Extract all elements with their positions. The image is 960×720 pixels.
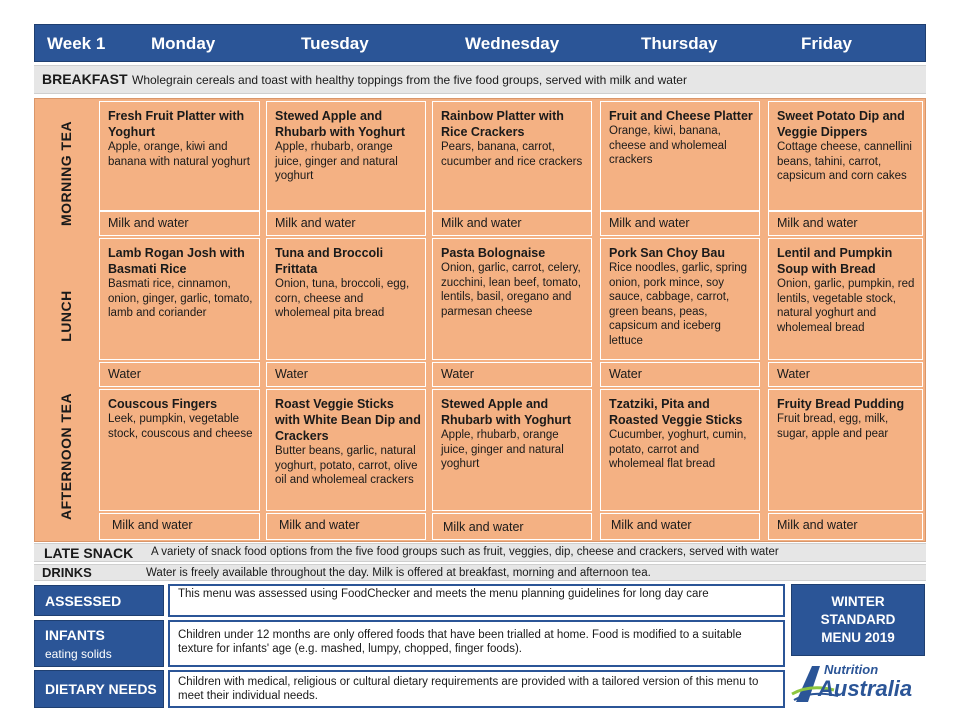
assessed-info	[168, 584, 785, 617]
drinks-label: DRINKS	[42, 565, 92, 580]
meal-ingredients: Butter beans, garlic, natural yoghurt, potato, carrot, olive oil and wholemeal crackers	[275, 445, 418, 486]
morning-tea-monday	[99, 101, 260, 211]
drink-cell	[432, 211, 592, 236]
day-tuesday: Tuesday	[301, 34, 369, 53]
morning-tea-friday	[768, 101, 923, 211]
dietary-info	[168, 670, 785, 708]
drink-text: Milk and water	[611, 518, 692, 532]
meal-ingredients: Pears, banana, carrot, cucumber and rice crackers	[441, 141, 583, 168]
drinks-text: Water is freely available throughout the day. Milk is offered at breakfast, morning and afternoon tea.	[146, 567, 651, 579]
drink-cell	[99, 211, 260, 236]
meal-ingredients: Onion, garlic, carrot, celery, zucchini, lean beef, tomato, lentils, basil, oregano and parmesan cheese	[441, 262, 581, 318]
lunch-label: LUNCH	[58, 290, 74, 342]
meal-ingredients: Fruit bread, egg, milk, sugar, apple and pear	[777, 413, 889, 440]
drink-cell	[266, 513, 426, 540]
meal-title: Roast Veggie Sticks with White Bean Dip and Crackers	[275, 397, 421, 443]
day-wednesday: Wednesday	[465, 34, 560, 53]
drink-text: Milk and water	[279, 518, 360, 532]
dietary-label: DIETARY NEEDS	[45, 681, 157, 697]
lunch-tuesday	[266, 238, 426, 360]
meal-title: Tuna and Broccoli Frittata	[275, 246, 384, 276]
meal-title: Fresh Fruit Platter with Yoghurt	[108, 109, 245, 139]
drink-cell	[600, 362, 760, 387]
drink-text: Milk and water	[777, 216, 858, 230]
assessed-label: ASSESSED	[45, 593, 122, 609]
meal-ingredients: Apple, rhubarb, orange juice, ginger and natural yoghurt	[275, 141, 398, 182]
meal-ingredients: Rice noodles, garlic, spring onion, pork mince, soy sauce, cabbage, carrot, green beans, peas, capsicum and iceberg lettuce	[609, 262, 748, 347]
meal-title: Tzatziki, Pita and Roasted Veggie Sticks	[609, 397, 743, 427]
day-monday: Monday	[151, 34, 216, 53]
logo-bottom-text: Australia	[818, 676, 913, 701]
afternoon-tea-tuesday	[266, 389, 426, 511]
drink-cell	[768, 513, 923, 540]
meal-title: Couscous Fingers	[108, 397, 218, 411]
meal-title: Stewed Apple and Rhubarb with Yoghurt	[441, 397, 572, 427]
meal-ingredients: Leek, pumpkin, vegetable stock, couscous and cheese	[108, 413, 253, 440]
drink-cell	[99, 362, 260, 387]
drink-text: Milk and water	[777, 518, 858, 532]
afternoon-tea-thursday	[600, 389, 760, 511]
dietary-text: Children with medical, religious or cultural dietary requirements are provided with a tailored version of this menu to meet their individual needs.	[178, 676, 759, 702]
infants-info	[168, 620, 785, 667]
breakfast-text: Wholegrain cereals and toast with healthy toppings from the five food groups, served with milk and water	[132, 73, 687, 87]
lunch-thursday	[600, 238, 760, 360]
drink-cell	[600, 211, 760, 236]
late-snack-text: A variety of snack food options from the five food groups such as fruit, veggies, dip, cheese and crackers, served with water	[151, 546, 779, 558]
dietary-label-box	[34, 670, 164, 708]
drink-text: Milk and water	[275, 216, 356, 230]
drink-cell	[600, 513, 760, 540]
drink-text: Milk and water	[112, 518, 193, 532]
drink-cell	[266, 362, 426, 387]
menu-badge-line2: STANDARD	[820, 612, 896, 627]
meal-title: Lentil and Pumpkin Soup with Bread	[777, 246, 893, 276]
drink-cell	[768, 362, 923, 387]
meal-title: Fruity Bread Pudding	[777, 397, 905, 411]
meal-title: Pasta Bolognaise	[441, 246, 546, 260]
morning-tea-wednesday	[432, 101, 592, 211]
day-thursday: Thursday	[641, 34, 718, 53]
infants-label-box	[34, 620, 164, 667]
drinks-bar	[34, 564, 926, 581]
morning-tea-tuesday	[266, 101, 426, 211]
lunch-monday	[99, 238, 260, 360]
logo-top-text: Nutrition	[824, 662, 879, 677]
drink-text: Milk and water	[108, 216, 189, 230]
meal-title: Pork San Choy Bau	[609, 246, 725, 260]
day-friday: Friday	[801, 34, 853, 53]
assessed-label-box	[34, 585, 164, 616]
meal-title: Rainbow Platter with Rice Crackers	[441, 109, 564, 139]
menu-badge-line1: WINTER	[831, 594, 885, 609]
drink-text: Water	[441, 367, 474, 381]
meal-ingredients: Onion, tuna, broccoli, egg, corn, cheese and wholemeal pita bread	[275, 278, 410, 319]
drink-cell	[99, 513, 260, 540]
drink-cell	[432, 362, 592, 387]
week-label: Week 1	[47, 34, 106, 53]
drink-text: Water	[777, 367, 810, 381]
afternoon-tea-label: AFTERNOON TEA	[58, 392, 74, 520]
meal-title: Fruit and Cheese Platter	[609, 109, 753, 123]
meal-title: Stewed Apple and Rhubarb with Yoghurt	[275, 109, 406, 139]
drink-text: Water	[609, 367, 642, 381]
afternoon-tea-friday	[768, 389, 923, 511]
afternoon-tea-monday	[99, 389, 260, 511]
drink-text: Water	[275, 367, 308, 381]
drink-text: Milk and water	[609, 216, 690, 230]
afternoon-tea-wednesday	[432, 389, 592, 511]
menu-badge	[791, 584, 925, 656]
late-snack-bar	[34, 543, 926, 562]
meal-ingredients: Cucumber, yoghurt, cumin, potato, carrot and wholemeal flat bread	[609, 429, 747, 470]
drink-cell	[432, 513, 592, 540]
drink-text: Milk and water	[441, 216, 522, 230]
breakfast-label: BREAKFAST	[42, 71, 128, 87]
meal-ingredients: Cottage cheese, cannellini beans, tahini, carrot, capsicum and corn cakes	[777, 141, 912, 182]
meal-ingredients: Apple, orange, kiwi and banana with natural yoghurt	[108, 141, 250, 168]
breakfast-bar	[34, 65, 926, 94]
meal-ingredients: Onion, garlic, pumpkin, red lentils, vegetable stock, natural yoghurt and wholemeal bread	[777, 278, 915, 334]
drink-text: Water	[108, 367, 141, 381]
nutrition-australia-logo	[790, 660, 926, 706]
drink-text: Milk and water	[443, 520, 524, 534]
meal-title: Sweet Potato Dip and Veggie Dippers	[777, 109, 905, 139]
lunch-friday	[768, 238, 923, 360]
assessed-text: This menu was assessed using FoodChecker and meets the menu planning guidelines for long day care	[178, 588, 709, 600]
morning-tea-thursday	[600, 101, 760, 211]
infants-label: INFANTS	[45, 627, 105, 643]
infants-sublabel: eating solids	[45, 647, 112, 661]
infants-text: Children under 12 months are only offered foods that have been trialled at home. Food is modified to a suitable texture for infants' age (e.g. mashed, lumpy, chopped, finger foods).	[178, 629, 742, 655]
week-header	[34, 24, 926, 62]
drink-cell	[266, 211, 426, 236]
morning-tea-label: MORNING TEA	[58, 120, 74, 226]
meal-ingredients: Basmati rice, cinnamon, onion, ginger, garlic, tomato, lamb and coriander	[108, 278, 253, 319]
meal-ingredients: Orange, kiwi, banana, cheese and wholemeal crackers	[609, 125, 727, 166]
late-snack-label: LATE SNACK	[44, 545, 134, 561]
meal-title: Lamb Rogan Josh with Basmati Rice	[108, 246, 245, 276]
lunch-wednesday	[432, 238, 592, 360]
menu-badge-line3: MENU 2019	[821, 630, 895, 645]
drink-cell	[768, 211, 923, 236]
meal-ingredients: Apple, rhubarb, orange juice, ginger and natural yoghurt	[441, 429, 564, 470]
